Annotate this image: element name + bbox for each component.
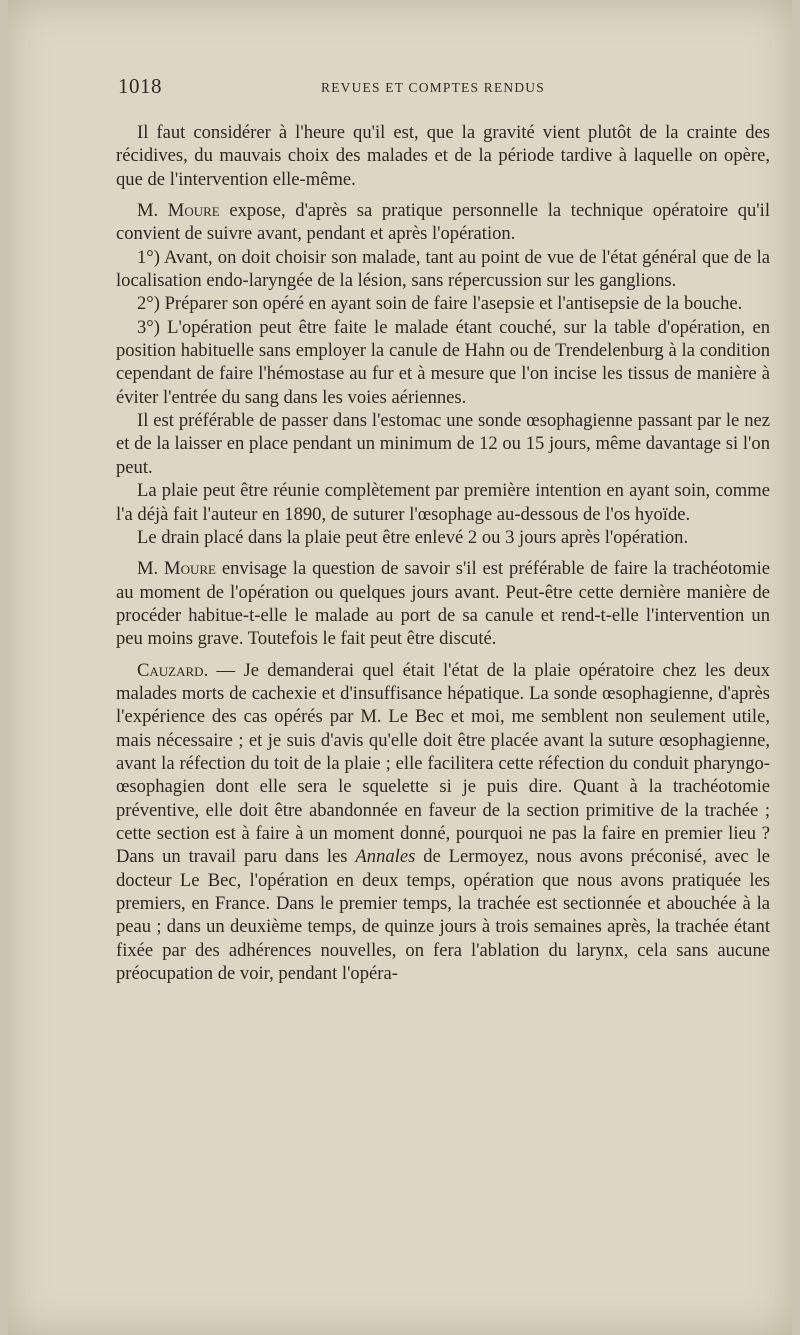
paragraph-cauzard	[116, 659, 770, 986]
paragraph-step-2: 2°) Préparer son opéré en ayant soin de faire l'asepsie et l'antisepsie de la bouche.	[137, 293, 743, 315]
running-title: REVUES ET COMPTES RENDUS	[321, 80, 545, 95]
paragraph-step-1: 1°) Avant, on doit choisir son malade, tant au point de vue de l'état général que de la localisation endo-laryngée de la lésion, sans répercussion sur les ganglions.	[116, 246, 770, 292]
page-number: 1018	[118, 74, 162, 98]
paragraph-sonde: Il est préférable de passer dans l'estomac une sonde œsophagienne passant par le nez et de la laisser en place pendant un minimum de 12 ou 15 jours, même davantage si l'on peut.	[116, 410, 770, 478]
paragraph-text: expose, d'après sa pratique personnelle la technique opératoire qu'il convient de suivre avant, pendant et après l'opération.	[116, 200, 770, 245]
speaker-name: Cauzard.	[137, 659, 209, 681]
paragraph-text: — Je demanderai quel était l'état de la plaie opératoire chez les deux malades morts de cachexie et d'insuffisance hépatique. La sonde œsophagienne, d'après l'expérience des cas opérés par M. Le Bec et moi, me semblent non seulement utile, mais nécessaire ; et je suis d'avis qu'elle doit être placée avant la suture œsophagienne, avant la réfection du toit de la plaie ; elle facilitera cette réfection du conduit pharyngo-œsophagien dont elle sera le squelette si je puis dire. Quant à la trachéotomie préventive, elle doit être abandonnée en faveur de la section primitive de la trachée ; cette section est à faire à un moment donné, pourquoi ne pas la faire en premier lieu ? Dans un travail paru dans les	[116, 659, 770, 868]
paragraph-step-3: 3°) L'opération peut être faite le malade étant couché, sur la table d'opération, en position habituelle sans employer la canule de Hahn ou de Trendelenburg à la condition cependant de faire l'hémostase au fur et à mesure que l'on incise les tissus de manière à éviter l'entrée du sang dans les voies aériennes.	[116, 316, 770, 408]
paragraph-plaie: La plaie peut être réunie complètement par première intention en ayant soin, comme l'a déjà fait l'auteur en 1890, de suturer l'œsophage au-dessous de l'os hyoïde.	[116, 480, 770, 525]
speaker-name: M. Moure	[137, 200, 220, 222]
paragraph-moure-technique	[116, 199, 770, 246]
paragraph-text-continued: de Lermoyez, nous avons préconisé, avec le docteur Le Bec, l'opération en deux temps, opération que nous avons pratiquée les premiers, en France. Dans le premier temps, la trachée est sectionnée et abouchée à la peau ; dans un deuxième temps, de quinze jours à trois semaines après, la trachée étant fixée par des adhérences nouvelles, on fera l'ablation du larynx, cela sans aucune préocupation de voir, pendant l'opéra-	[116, 846, 770, 985]
speaker-name: M. Moure	[137, 558, 216, 580]
paragraph-moure-tracheotomie	[116, 557, 770, 650]
journal-title: Annales	[355, 846, 416, 868]
book-page	[8, 0, 792, 1335]
page-header	[118, 74, 768, 104]
paragraph-text: envisage la question de savoir s'il est préférable de faire la trachéotomie au moment de l'opération ou quelques jours avant. Peut-être cette dernière manière de procéder habitue-t-elle le malade au port de sa canule et rend-t-elle l'intervention un peu moins grave. Toutefois le fait peut être discuté.	[116, 558, 770, 650]
paragraph-gravity: Il faut considérer à l'heure qu'il est, que la gravité vient plutôt de la crainte des récidives, du mauvais choix des malades et de la période tardive à laquelle on opère, que de l'intervention elle-même.	[116, 122, 770, 190]
paragraph-drain: Le drain placé dans la plaie peut être enlevé 2 ou 3 jours après l'opération.	[137, 526, 689, 548]
body-text	[116, 121, 770, 985]
